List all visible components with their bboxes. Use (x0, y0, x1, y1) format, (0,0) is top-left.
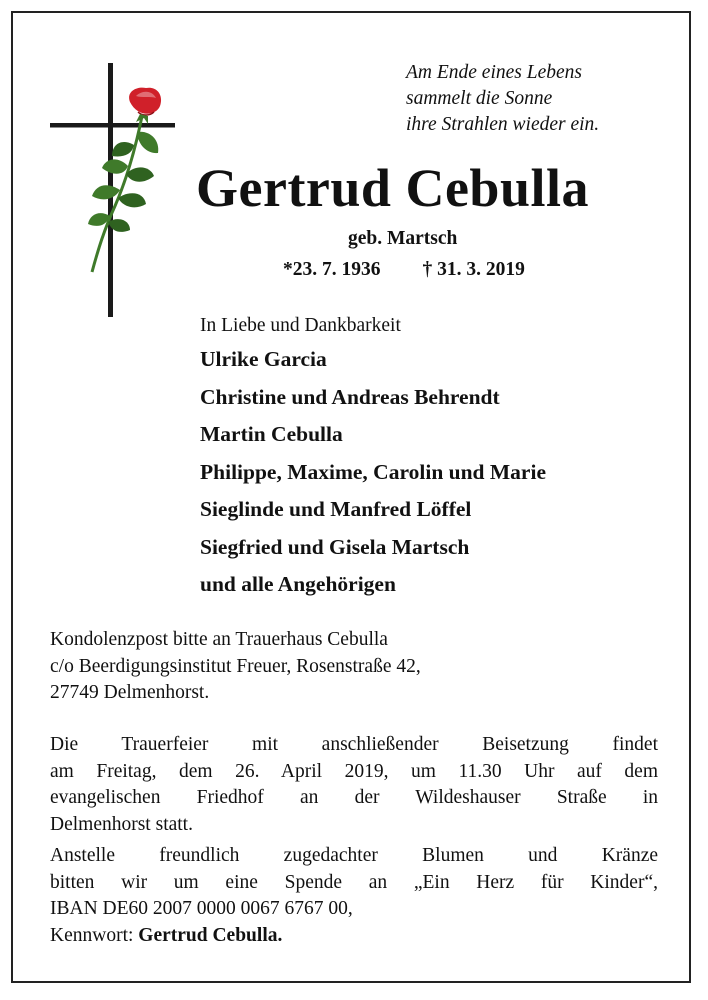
donation-info (50, 843, 658, 949)
condolence-line: Kondolenzpost bitte an Trauerhaus Cebulla (50, 629, 388, 650)
mourner-name: Philippe, Maxime, Carolin und Marie (200, 459, 546, 484)
life-dates (283, 259, 525, 281)
motto-line: sammelt die Sonne (406, 88, 553, 109)
iban-line: IBAN DE60 2007 0000 0067 6767 00, (50, 898, 353, 919)
mourner-name: Christine und Andreas Behrendt (200, 384, 500, 409)
condolence-line: 27749 Delmenhorst. (50, 682, 210, 703)
keyword-label: Kennwort: (50, 924, 134, 946)
donation-line: Anstelle freundlich zugedachter Blumen und Kränze (50, 845, 658, 866)
birth-date: *23. 7. 1936 (283, 259, 381, 280)
mourners-intro: In Liebe und Dankbarkeit (200, 315, 401, 336)
death-date: † 31. 3. 2019 (422, 259, 525, 280)
cross-with-rose-icon (40, 50, 180, 320)
ceremony-info (50, 732, 658, 838)
mourner-name: Martin Cebulla (200, 422, 343, 446)
mourner-name: Sieglinde und Manfred Löffel (200, 497, 472, 521)
condolence-address (50, 627, 658, 707)
ceremony-line: am Freitag, dem 26. April 2019, um 11.30 Uhr auf dem (50, 760, 658, 782)
mourners-list (200, 312, 546, 604)
keyword-value: Gertrud Cebulla. (138, 924, 283, 946)
keyword-line (50, 923, 658, 950)
ceremony-line: evangelischen Friedhof an der Wildeshauser Straße in (50, 787, 658, 808)
condolence-line: c/o Beerdigungsinstitut Freuer, Rosenstraße 42, (50, 655, 421, 677)
mourner-name: und alle Angehörigen (200, 572, 396, 596)
deceased-name: Gertrud Cebulla (196, 158, 589, 218)
birth-name: geb. Martsch (348, 228, 458, 249)
motto (406, 60, 676, 138)
donation-line: bitten wir um eine Spende an „Ein Herz für Kinder“, (50, 871, 658, 893)
mourner-name: Siegfried und Gisela Martsch (200, 534, 470, 559)
mourner-name: Ulrike Garcia (200, 347, 327, 371)
ceremony-line: Delmenhorst statt. (50, 813, 193, 835)
motto-line: Am Ende eines Lebens (406, 62, 582, 83)
ceremony-line: Die Trauerfeier mit anschließender Beisetzung findet (50, 734, 658, 755)
motto-line: ihre Strahlen wieder ein. (406, 114, 600, 135)
